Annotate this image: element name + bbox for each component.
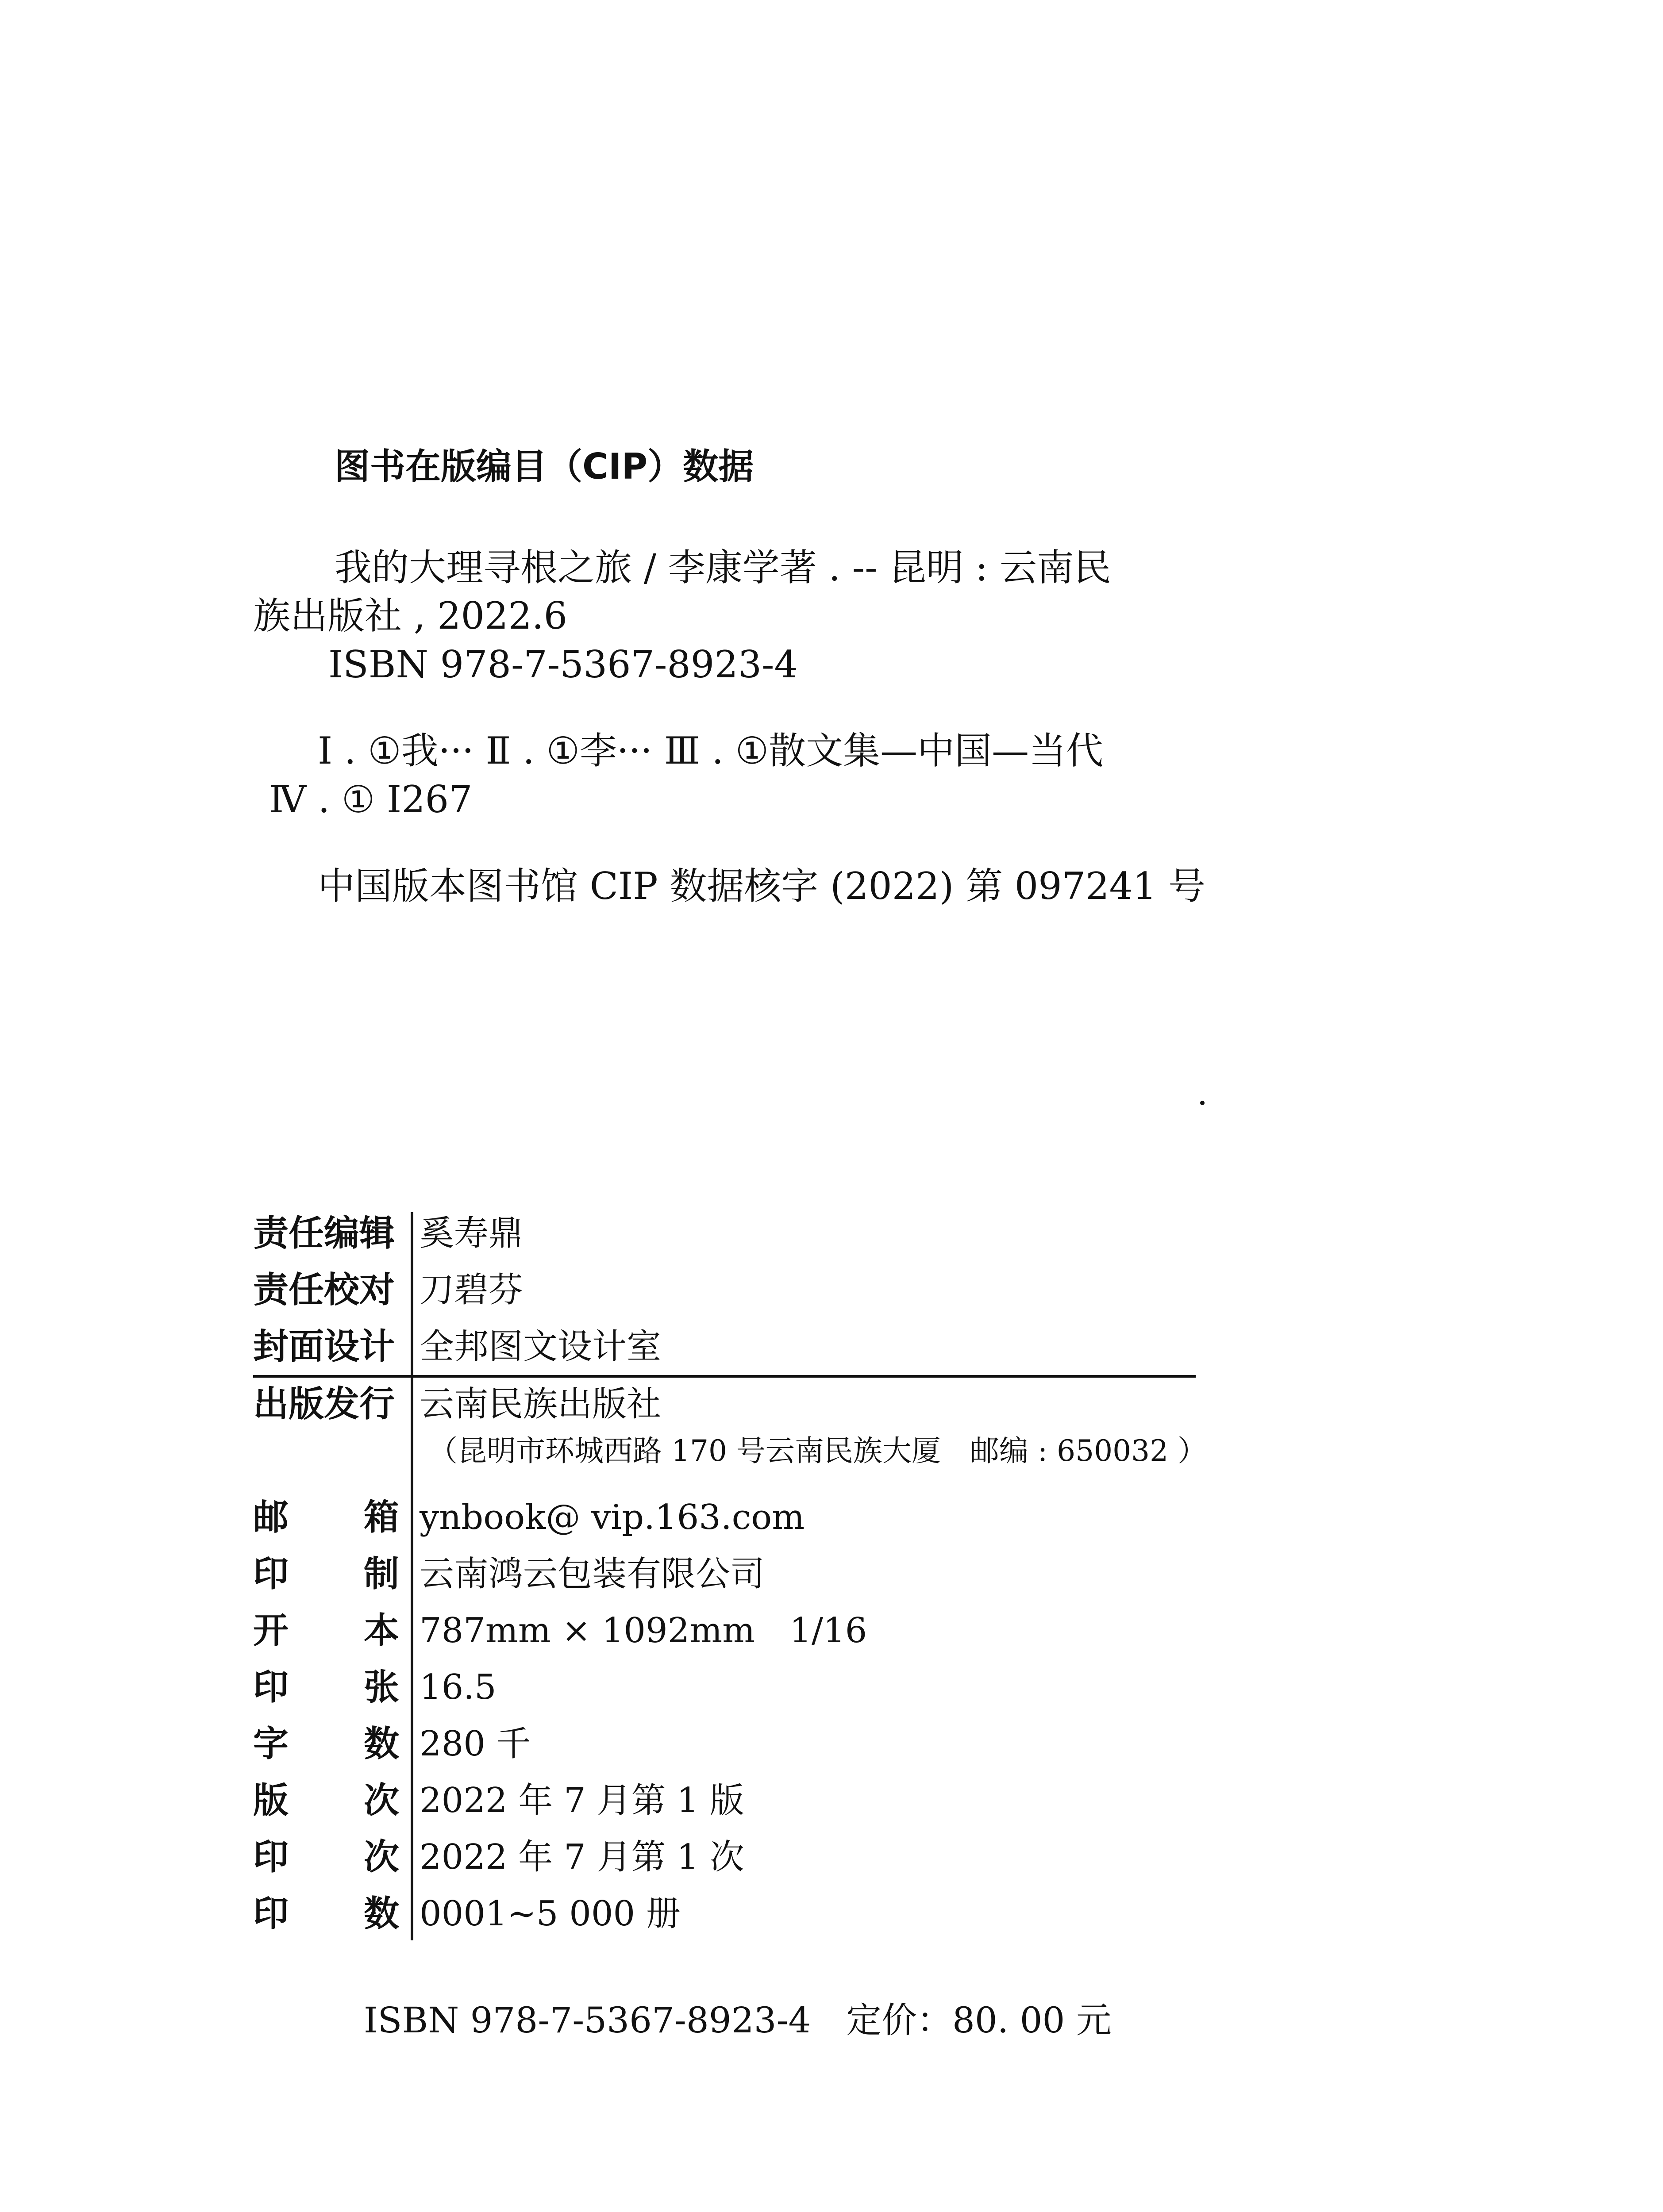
footer-isbn: ISBN 978-7-5367-8923-4 bbox=[364, 2000, 811, 2041]
credit-value: 2022 年 7 月第 1 次 bbox=[420, 1837, 744, 1877]
credit-row-edition bbox=[253, 1772, 744, 1829]
cip-library-line: 中国版本图书馆 CIP 数据核字 (2022) 第 097241 号 bbox=[318, 864, 1206, 908]
publisher-address: （昆明市环城西路 170 号云南民族大厦 邮编 : 650032 ） bbox=[428, 1434, 1207, 1468]
credit-label: 印 张 bbox=[253, 1667, 399, 1708]
cip-classification-line-2: Ⅳ . ① I267 bbox=[269, 778, 473, 821]
credit-value: 2022 年 7 月第 1 版 bbox=[420, 1781, 744, 1820]
cip-publisher-line: 族出版社 , 2022.6 bbox=[253, 594, 568, 637]
cip-classification-line: Ⅰ . ①我··· Ⅱ . ①李··· Ⅲ . ①散文集—中国—当代 bbox=[318, 729, 1104, 772]
credit-row-distribution bbox=[253, 1376, 661, 1432]
credit-label: 印 数 bbox=[253, 1893, 399, 1934]
credit-row-format bbox=[253, 1602, 867, 1659]
credit-label: 责任校对 bbox=[253, 1269, 395, 1310]
credit-label: 封面设计 bbox=[253, 1326, 395, 1367]
credit-value: 787mm × 1092mm 1/16 bbox=[420, 1611, 867, 1651]
credit-label: 印 次 bbox=[253, 1836, 399, 1878]
credit-value: 云南民族出版社 bbox=[420, 1384, 662, 1424]
credit-value: 奚寿鼎 bbox=[420, 1214, 524, 1253]
credit-label: 邮 箱 bbox=[253, 1497, 399, 1538]
credit-label: 印 制 bbox=[253, 1553, 399, 1594]
credit-row-print-run bbox=[253, 1886, 681, 1942]
credit-label: 出版发行 bbox=[253, 1383, 395, 1425]
credit-row-word-count bbox=[253, 1716, 531, 1772]
credit-value: 云南鸿云包装有限公司 bbox=[420, 1554, 765, 1594]
cip-heading: 图书在版编目（CIP）数据 bbox=[335, 446, 754, 487]
credit-value: 280 千 bbox=[420, 1724, 531, 1764]
cip-isbn-line: ISBN 978-7-5367-8923-4 bbox=[328, 643, 798, 686]
credit-value: 全邦图文设计室 bbox=[420, 1327, 662, 1367]
credit-row-email bbox=[253, 1489, 805, 1546]
footer-price: 定价：80. 00 元 bbox=[846, 2000, 1112, 2041]
credit-label: 版 次 bbox=[253, 1780, 399, 1821]
credit-label: 开 本 bbox=[253, 1610, 399, 1651]
credit-label: 责任编辑 bbox=[253, 1213, 395, 1254]
credit-row-proofreader bbox=[253, 1262, 523, 1318]
credit-value: 刀碧芬 bbox=[420, 1270, 524, 1310]
credit-value: ynbook@ vip.163.com bbox=[420, 1498, 805, 1537]
credit-row-cover-design bbox=[253, 1318, 661, 1375]
credit-row-impression bbox=[253, 1829, 744, 1886]
credit-label: 字 数 bbox=[253, 1723, 399, 1764]
credit-row-sheets bbox=[253, 1659, 497, 1716]
credit-value: 16.5 bbox=[420, 1667, 497, 1707]
credit-row-editor bbox=[253, 1205, 523, 1262]
credit-value: 0001~5 000 册 bbox=[420, 1894, 681, 1934]
credit-row-printing bbox=[253, 1546, 765, 1602]
cip-title-line: 我的大理寻根之旅 / 李康学著 . -- 昆明 : 云南民 bbox=[335, 546, 1111, 589]
stray-dot bbox=[1200, 1101, 1205, 1105]
